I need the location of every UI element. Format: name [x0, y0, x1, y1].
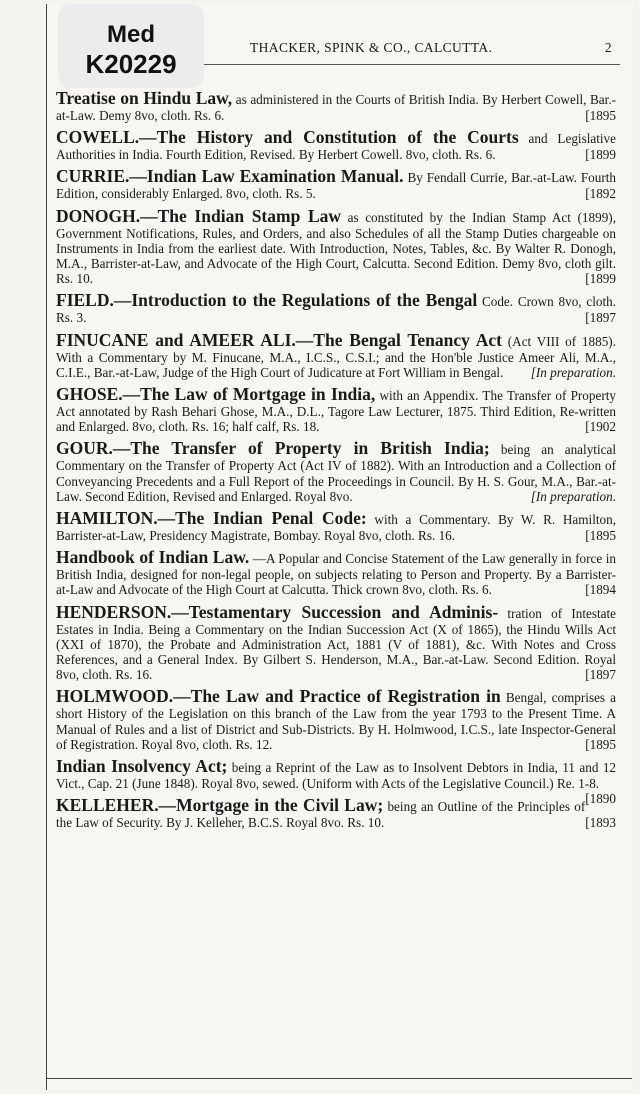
entry-text: as constituted by the Indian Stamp Act (1899), Government Notifications, Rules, and Orders, and also Schedules of all the Stamp Duties chargeable on Instruments in India from the earliest date. With Introduction, Notes, Tables, &c. By Walter R. Donogh, M.A., Barrister-at-Law, and Advocate of the High Court, Calcutta. Second Edition. Demy 8vo, cloth gilt. Rs. 10.	[56, 209, 616, 287]
catalogue-entry	[56, 795, 616, 830]
entry-year: [1895	[585, 108, 616, 123]
entry-text: (Act VIII of 1885). With a Commentary by M. Finucane, M.A., I.C.S., C.S.I.; and the Hon'ble Justice Ameer Ali, M.A., C.I.E., Bar.-at-Law, Judge of the High Court of Judicature at Fort William in Bengal.	[56, 333, 616, 380]
entry-text: —A Popular and Concise Statement of the Law generally in force in British India, designed for non-legal people, on subjects relating to Person and Property. By a Barrister-at-Law and Advocate of the High Court at Calcutta. Thick crown 8vo, cloth. Rs. 6.	[56, 551, 616, 598]
entry-year: [1894	[585, 582, 616, 598]
entry-text: and Legislative Authorities in India. Fourth Edition, Revised. By Herbert Cowell. 8vo, cloth. Rs. 6.	[56, 131, 616, 163]
entry-title: CURRIE.—Indian Law Examination Manual.	[56, 166, 404, 187]
entry-title: GHOSE.—The Law of Mortgage in India,	[56, 384, 376, 405]
page-number: 2	[604, 40, 612, 55]
catalogue-entry	[56, 290, 616, 325]
entry-year: [In preparation.	[530, 488, 616, 504]
catalogue-entry	[56, 686, 616, 752]
entry-title: DONOGH.—The Indian Stamp Law	[56, 205, 342, 226]
entry-title: COWELL.—The History and Constitution of the Courts	[56, 127, 519, 148]
entry-title: FINUCANE and AMEER ALI.—The Bengal Tenancy Act	[56, 329, 503, 350]
header-rule	[200, 64, 620, 65]
catalogue-entry	[56, 88, 616, 123]
entry-title: Treatise on Hindu Law,	[56, 88, 233, 108]
entry-year: [1895	[585, 736, 616, 752]
badge-line1: Med	[107, 21, 155, 48]
badge-line2: K20229	[85, 49, 177, 79]
catalogue-entry	[56, 166, 616, 201]
entry-year: [1895	[585, 528, 616, 544]
library-badge	[58, 4, 204, 88]
catalogue-entry	[56, 547, 616, 597]
entry-title: HENDERSON.—Testamentary Succession and Adminis-	[56, 601, 499, 622]
catalogue-entry	[56, 508, 616, 543]
entry-text: tration of Intestate Estates in India. Being a Commentary on the Indian Succession Act (X of 1865), the Hindu Wills Act (XXI of 1870), the Probate and Administration Act, 1881 (V of 1881), &c. With Notes and Cross References, and a General Index. By Gilbert S. Henderson, M.A., Bar.-at-Law. Second Edition. Royal 8vo, cloth. Rs. 16.	[56, 605, 617, 683]
running-header	[250, 40, 620, 58]
entry-title: Indian Insolvency Act;	[56, 756, 228, 777]
entry-title: FIELD.—Introduction to the Regulations of the Bengal	[56, 290, 478, 311]
catalogue-entry	[56, 602, 616, 683]
entry-year: [1892	[585, 186, 616, 202]
entry-text: being an Outline of the Principles of the Law of Security. By J. Kelleher, B.C.S. Royal 8vo. Rs. 10.	[56, 799, 586, 831]
entry-title: HOLMWOOD.—The Law and Practice of Registration in	[56, 686, 501, 707]
running-head-text: THACKER, SPINK & CO., CALCUTTA.	[250, 40, 493, 55]
catalogue-entry	[56, 438, 616, 504]
catalogue-entry	[56, 206, 616, 287]
entry-year: [1902	[585, 419, 616, 435]
entry-year: [1899	[585, 271, 616, 287]
entry-text: with an Appendix. The Transfer of Property Act annotated by Rash Behari Ghose, M.A., D.L., Tagore Law Lecturer, 1875. Third Edition, Re-written and Enlarged. 8vo, cloth. Rs. 16; half calf, Rs. 18.	[56, 388, 616, 435]
bottom-rule	[46, 1078, 632, 1079]
catalogue-entry	[56, 384, 616, 434]
entry-title: Handbook of Indian Law.	[56, 547, 250, 568]
entry-text: Bengal, comprises a short History of the Legislation on this branch of the Law from the year 1793 to the Present Time. A Manual of Rules and a list of District and Sub-Districts. By H. Holmwood, I.C.S., late Inspector-General of Registration. Royal 8vo, cloth. Rs. 12.	[56, 690, 616, 752]
entry-year: [1899	[585, 147, 616, 163]
entry-year: [1893	[585, 815, 616, 831]
entry-text: as administered in the Courts of British India. By Herbert Cowell, Bar.-at-Law. Demy 8vo, cloth. Rs. 6.	[56, 92, 617, 123]
entry-year: [1897	[585, 667, 616, 683]
entry-year: [1897	[585, 310, 616, 326]
entry-title: KELLEHER.—Mortgage in the Civil Law;	[56, 795, 384, 816]
entry-text: By Fendall Currie, Bar.-at-Law. Fourth Edition, considerably Enlarged. 8vo, cloth. Rs. 5.	[56, 170, 617, 202]
catalogue-entry	[56, 127, 616, 162]
catalogue-entry	[56, 330, 616, 380]
entry-text: being a Reprint of the Law as to Insolvent Debtors in India, 11 and 12 Vict., Cap. 21 (June 1848). Royal 8vo, sewed. (Uniform with Acts of the Legislative Council.) Re. 1-8.	[56, 760, 617, 792]
entry-year: [1890	[585, 791, 616, 807]
entry-title: HAMILTON.—The Indian Penal Code:	[56, 508, 367, 529]
entry-text: with a Commentary. By W. R. Hamilton, Barrister-at-Law, Presidency Magistrate, Bombay. Royal 8vo, cloth. Rs. 16.	[56, 512, 617, 544]
entry-text: being an analytical Commentary on the Transfer of Property Act (Act IV of 1882). With an Introduction and a Collection of Conveyancing Precedents and a Full Report of the Proceedings in Council. By H. S. Gour, M.A., Bar.-at-Law. Second Edition, Revised and Enlarged. Royal 8vo.	[56, 442, 616, 504]
entry-text: Code. Crown 8vo, cloth. Rs. 3.	[56, 294, 617, 326]
entry-year: [In preparation.	[530, 364, 616, 380]
entry-title: GOUR.—The Transfer of Property in British India;	[56, 438, 490, 459]
catalogue-listing	[56, 88, 616, 834]
